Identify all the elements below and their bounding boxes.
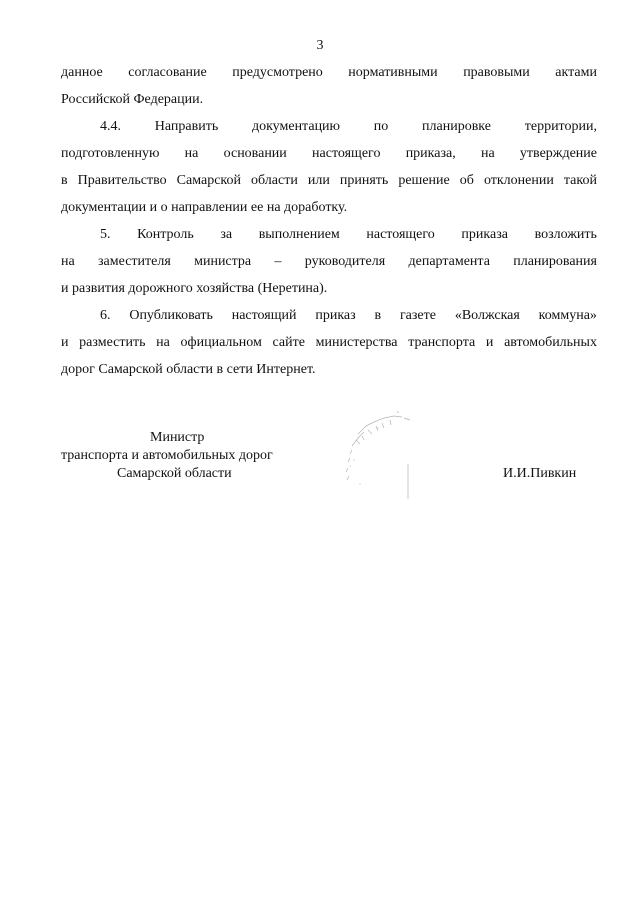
word: Самарской bbox=[176, 173, 241, 188]
word: по bbox=[373, 119, 389, 134]
word: основании bbox=[223, 146, 287, 161]
word: об bbox=[459, 173, 474, 188]
word: планирования bbox=[513, 254, 597, 269]
word: актами bbox=[555, 65, 597, 80]
paragraph-line: дорог Самарской области в сети Интернет. bbox=[61, 362, 316, 377]
word: в bbox=[61, 173, 68, 188]
word: утверждение bbox=[519, 146, 597, 161]
word: настоящего bbox=[366, 227, 435, 242]
word: 4.4. bbox=[100, 119, 121, 134]
word: такой bbox=[563, 173, 597, 188]
word: подготовленную bbox=[61, 146, 160, 161]
word: документацию bbox=[251, 119, 341, 134]
paragraph-line: и развития дорожного хозяйства (Неретина). bbox=[61, 281, 328, 296]
word: планировке bbox=[422, 119, 491, 134]
word: министерства bbox=[315, 335, 398, 350]
page-number: 3 bbox=[316, 38, 324, 53]
word: согласование bbox=[128, 65, 207, 80]
word: руководителя bbox=[304, 254, 386, 269]
paragraph-line bbox=[61, 334, 597, 352]
paragraph-line bbox=[61, 145, 597, 163]
word: коммуна» bbox=[538, 308, 597, 323]
word: Опубликовать bbox=[129, 308, 213, 323]
signatory-title-line1: Министр bbox=[150, 430, 205, 445]
signatory-title-line2: транспорта и автомобильных дорог bbox=[61, 448, 273, 463]
word: приказ bbox=[315, 308, 356, 323]
word: министра bbox=[194, 254, 252, 269]
word: и bbox=[485, 335, 494, 350]
word: или bbox=[307, 173, 330, 188]
signature-stamp-image bbox=[338, 404, 428, 499]
word: – bbox=[274, 254, 282, 269]
word: Правительство bbox=[77, 173, 167, 188]
word: в bbox=[374, 308, 382, 323]
word: на bbox=[156, 335, 170, 350]
word: принять bbox=[339, 173, 389, 188]
word: газете bbox=[399, 308, 436, 323]
paragraph-line bbox=[100, 307, 597, 325]
word: 5. bbox=[100, 227, 111, 242]
word: отклонении bbox=[483, 173, 554, 188]
word: автомобильных bbox=[504, 335, 597, 350]
paragraph-line bbox=[61, 64, 597, 82]
word: на bbox=[184, 146, 199, 161]
word: настоящий bbox=[231, 308, 297, 323]
word: предусмотрено bbox=[232, 65, 323, 80]
word: департамента bbox=[408, 254, 490, 269]
word: выполнением bbox=[258, 227, 340, 242]
word: на bbox=[61, 254, 75, 269]
signatory-title-line3: Самарской области bbox=[117, 466, 232, 481]
signatory-name: И.И.Пивкин bbox=[503, 466, 577, 481]
paragraph-line: Российской Федерации. bbox=[61, 92, 204, 107]
word: 6. bbox=[100, 308, 111, 323]
word: настоящего bbox=[312, 146, 381, 161]
word: нормативными bbox=[348, 65, 438, 80]
word: территории, bbox=[524, 119, 597, 134]
word: правовыми bbox=[463, 65, 530, 80]
word: решение bbox=[398, 173, 450, 188]
word: разместить bbox=[79, 335, 146, 350]
word: приказа bbox=[461, 227, 508, 242]
paragraph-line bbox=[61, 172, 597, 190]
paragraph-line bbox=[61, 253, 597, 271]
word: приказа, bbox=[405, 146, 456, 161]
word: транспорта bbox=[408, 335, 476, 350]
word: официальном bbox=[180, 335, 262, 350]
word: данное bbox=[61, 65, 103, 80]
word: Контроль bbox=[137, 227, 194, 242]
word: на bbox=[480, 146, 495, 161]
word: области bbox=[251, 173, 298, 188]
paragraph-line bbox=[100, 226, 597, 244]
word: Направить bbox=[154, 119, 219, 134]
word: «Волжская bbox=[454, 308, 520, 323]
paragraph-line: документации и о направлении ее на доработку. bbox=[61, 200, 348, 215]
paragraph-line bbox=[100, 118, 597, 136]
word: заместителя bbox=[98, 254, 171, 269]
word: сайте bbox=[272, 335, 305, 350]
word: возложить bbox=[534, 227, 597, 242]
word: за bbox=[220, 227, 233, 242]
word: и bbox=[61, 335, 69, 350]
